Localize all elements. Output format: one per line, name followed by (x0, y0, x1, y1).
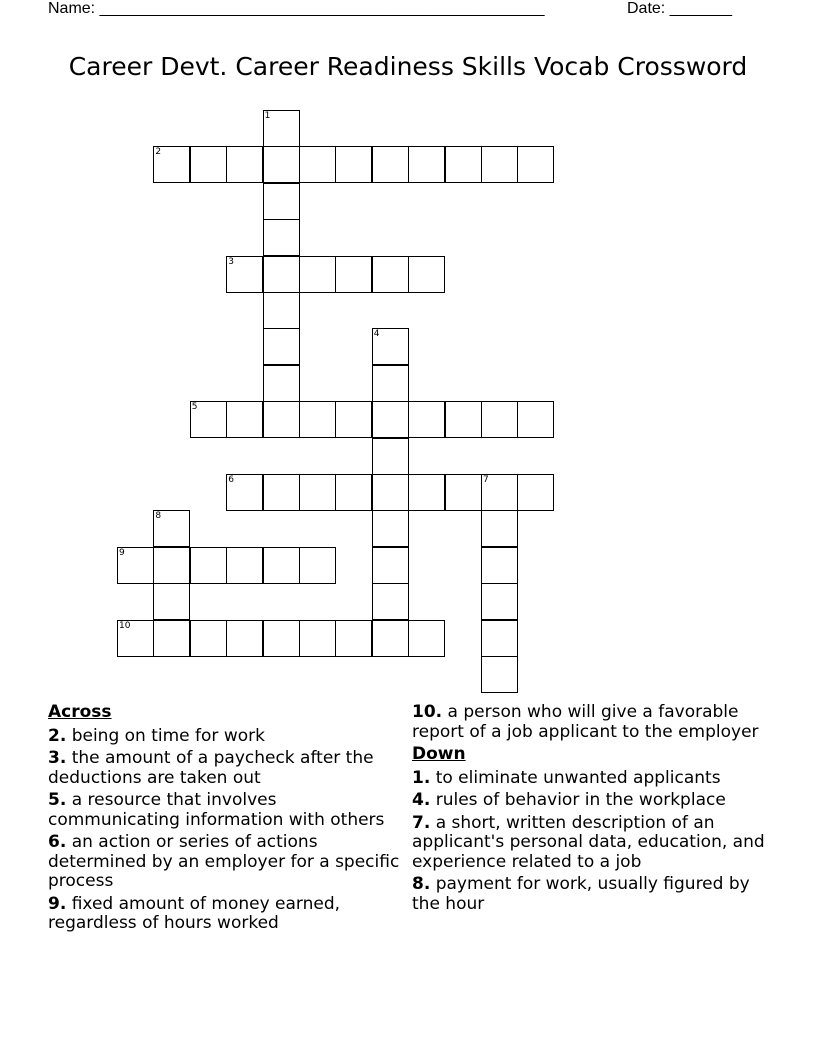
crossword-cell[interactable] (335, 146, 372, 183)
crossword-cell[interactable] (372, 510, 409, 547)
cell-number: 9 (119, 547, 125, 558)
crossword-cell[interactable] (445, 146, 482, 183)
crossword-cell[interactable] (372, 146, 409, 183)
crossword-cell[interactable] (481, 656, 518, 693)
clue-number: 5. (48, 790, 67, 810)
crossword-cell[interactable] (408, 401, 445, 438)
across-clue-2 (48, 727, 408, 747)
cell-number: 4 (373, 329, 380, 340)
crossword-cell[interactable] (263, 401, 300, 438)
crossword-cell[interactable] (408, 620, 445, 657)
clue-number: 3. (48, 748, 67, 768)
clue-number: 1. (412, 767, 431, 788)
crossword-cell[interactable] (117, 547, 154, 584)
crossword-cell[interactable] (226, 620, 263, 657)
clue-text: an action or series of actions determined by an employer for a specific process (48, 832, 400, 891)
crossword-cell[interactable] (481, 510, 518, 547)
crossword-cell[interactable] (372, 547, 409, 584)
crossword-cell[interactable] (190, 146, 227, 183)
crossword-cell[interactable] (190, 620, 227, 657)
crossword-cell[interactable] (445, 401, 482, 438)
crossword-cell[interactable] (263, 292, 300, 329)
crossword-cell[interactable] (372, 620, 409, 657)
crossword-cell[interactable] (372, 328, 409, 365)
crossword-cell[interactable] (226, 401, 263, 438)
clue-text: being on time for work (71, 725, 265, 746)
clue-text: fixed amount of money earned, regardless of hours worked (48, 893, 341, 933)
crossword-cell[interactable] (335, 401, 372, 438)
crossword-cell[interactable] (263, 620, 300, 657)
crossword-cell[interactable] (299, 547, 336, 584)
clue-text: rules of behavior in the workplace (435, 790, 726, 810)
crossword-cell[interactable] (517, 146, 554, 183)
crossword-cell[interactable] (299, 401, 336, 438)
crossword-cell[interactable] (153, 146, 190, 183)
crossword-cell[interactable] (372, 365, 409, 402)
down-clue-1 (412, 769, 782, 789)
crossword-cell[interactable] (190, 547, 227, 584)
cell-number: 1 (264, 111, 271, 121)
crossword-cell[interactable] (372, 474, 409, 511)
crossword-cell[interactable] (335, 474, 372, 511)
cell-number: 5 (191, 402, 198, 413)
crossword-cell[interactable] (153, 583, 190, 620)
clue-number: 10. (412, 702, 443, 722)
crossword-cell[interactable] (263, 474, 300, 511)
across-clue-6 (48, 833, 408, 892)
cell-number: 2 (155, 147, 162, 158)
date-line: _______ (669, 0, 732, 17)
cell-number: 3 (228, 256, 234, 267)
clue-text: payment for work, usually figured by the hour (412, 874, 750, 914)
down-clue-8 (412, 875, 782, 914)
crossword-cell[interactable] (372, 438, 409, 475)
crossword-cell[interactable] (263, 110, 300, 147)
crossword-cell[interactable] (372, 583, 409, 620)
clues-left-column (48, 703, 408, 937)
down-clue-4 (412, 791, 782, 811)
across-clue-3 (48, 749, 408, 788)
crossword-cell[interactable] (263, 183, 300, 220)
cell-number: 6 (228, 475, 234, 485)
clue-number: 2. (48, 725, 67, 746)
name-line: __________________________________________________ (99, 0, 545, 17)
crossword-cell[interactable] (481, 547, 518, 584)
crossword-cell[interactable] (481, 620, 518, 657)
clues-right-column (412, 703, 782, 917)
date-label: Date: (627, 0, 666, 17)
crossword-cell[interactable] (263, 547, 300, 584)
clue-number: 8. (412, 874, 431, 894)
crossword-cell[interactable] (445, 474, 482, 511)
crossword-cell[interactable] (481, 474, 518, 511)
crossword-cell[interactable] (263, 328, 300, 365)
name-label: Name: (48, 0, 96, 17)
crossword-cell[interactable] (299, 474, 336, 511)
across-heading: Across (48, 702, 112, 722)
crossword-cell[interactable] (226, 146, 263, 183)
crossword-cell[interactable] (408, 256, 445, 293)
down-clue-7 (412, 814, 782, 873)
crossword-cell[interactable] (335, 256, 372, 293)
clue-number: 7. (412, 812, 431, 833)
page-title: Career Devt. Career Readiness Skills Vocab Crossword (68, 52, 748, 81)
clue-number: 4. (412, 790, 431, 810)
crossword-cell[interactable] (263, 256, 300, 293)
crossword-cell[interactable] (153, 620, 190, 657)
crossword-cell[interactable] (517, 401, 554, 438)
crossword-cell[interactable] (372, 401, 409, 438)
crossword-cell[interactable] (408, 474, 445, 511)
clue-text: a resource that involves communicating information with others (48, 790, 385, 830)
clue-text: the amount of a paycheck after the deductions are taken out (48, 748, 374, 788)
crossword-cell[interactable] (263, 365, 300, 402)
crossword-cell[interactable] (117, 620, 154, 657)
crossword-cell[interactable] (299, 256, 336, 293)
clue-text: a short, written description of an applicant's personal data, education, and experience related to a job (412, 812, 765, 872)
across-clue-9 (48, 895, 408, 934)
clue-text: to eliminate unwanted applicants (435, 767, 721, 788)
cell-number: 10 (119, 620, 131, 631)
crossword-cell[interactable] (299, 146, 336, 183)
crossword-cell[interactable] (263, 146, 300, 183)
crossword-cell[interactable] (299, 620, 336, 657)
clue-text: a person who will give a favorable report of a job applicant to the employer (412, 702, 759, 742)
crossword-cell[interactable] (372, 256, 409, 293)
crossword-cell[interactable] (481, 146, 518, 183)
cell-number: 7 (483, 475, 489, 485)
crossword-cell[interactable] (153, 547, 190, 584)
crossword-cell[interactable] (226, 547, 263, 584)
across-clue-10 (412, 703, 782, 742)
crossword-cell[interactable] (517, 474, 554, 511)
crossword-cell[interactable] (408, 146, 445, 183)
crossword-cell[interactable] (335, 620, 372, 657)
clue-number: 6. (48, 832, 67, 852)
crossword-cell[interactable] (153, 510, 190, 547)
clue-number: 9. (48, 893, 67, 914)
crossword-cell[interactable] (481, 583, 518, 620)
cell-number: 8 (155, 511, 162, 522)
crossword-cell[interactable] (481, 401, 518, 438)
crossword-cell[interactable] (190, 401, 227, 438)
down-heading: Down (412, 744, 466, 764)
crossword-cell[interactable] (263, 219, 300, 256)
crossword-cell[interactable] (226, 474, 263, 511)
across-clue-5 (48, 791, 408, 830)
crossword-cell[interactable] (226, 256, 263, 293)
